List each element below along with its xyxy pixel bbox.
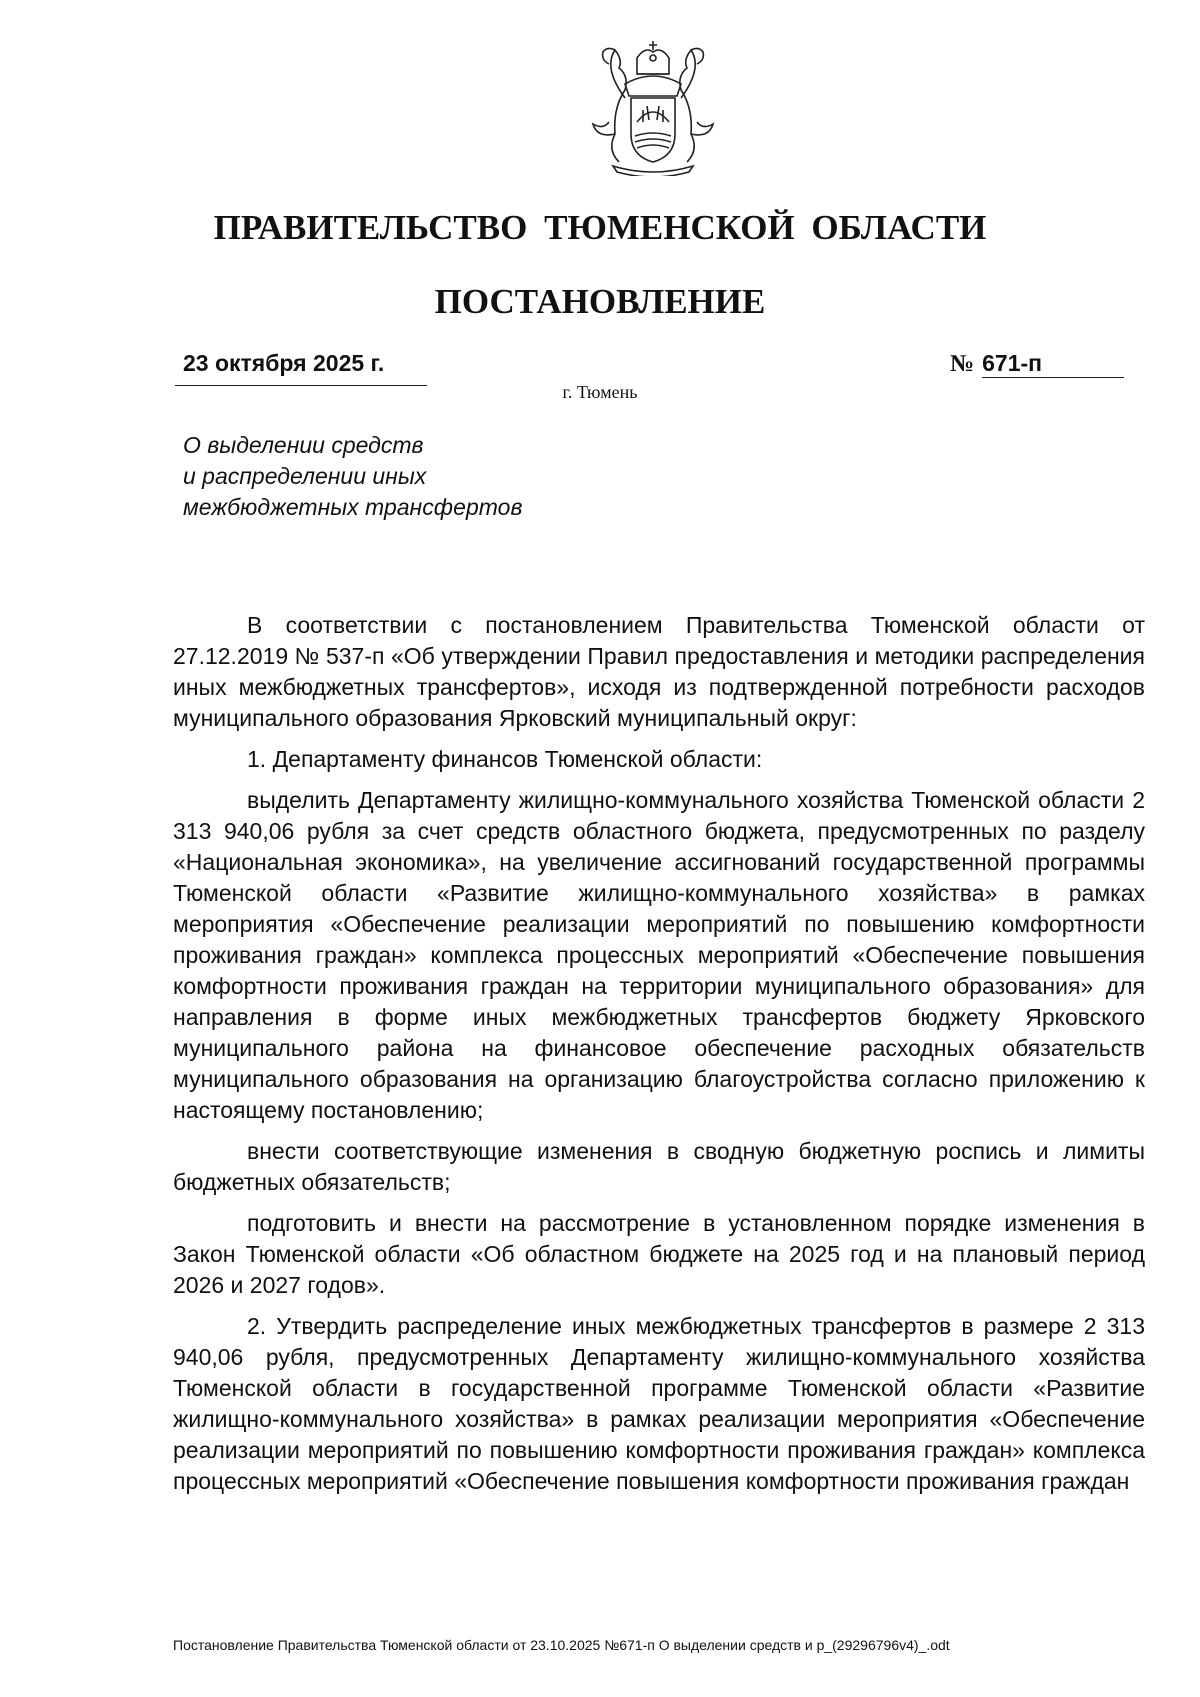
document-type: ПОСТАНОВЛЕНИЕ (434, 282, 766, 321)
body-paragraph: 2. Утвердить распределение иных межбюджетных трансфертов в размере 2 313 940,06 рубля, предусмотренных Департаменту жилищно-коммунального хозяйства Тюменской области в государственной программе Тюменской области «Развитие жилищно-коммунального хозяйства» в рамках реализации мероприятия «Обеспечение реализации мероприятий по повышению комфортности проживания граждан» комплекса процессных мероприятий «Обеспечение повышения комфортности проживания граждан (173, 1313, 1145, 1494)
body-paragraph: подготовить и внести на рассмотрение в установленном порядке изменения в Закон Тюменской области «Об областном бюджете на 2025 год и на плановый период 2026 и 2027 годов». (173, 1210, 1145, 1298)
government-title: ПРАВИТЕЛЬСТВО ТЮМЕНСКОЙ ОБЛАСТИ (213, 208, 987, 247)
subject-line: межбюджетных трансфертов (183, 494, 523, 520)
document-body (173, 610, 1145, 1507)
subject-line: О выделении средств (183, 432, 424, 458)
document-date (175, 350, 427, 386)
body-paragraph: В соответствии с постановлением Правительства Тюменской области от 27.12.2019 № 537-п «Об утверждении Правил предоставления и методики распределения иных межбюджетных трансфертов», исходя из подтвержденной потребности расходов муниципального образования Ярковский муниципальный округ: (173, 612, 1145, 731)
document-subject (183, 430, 522, 523)
document-city: г. Тюмень (562, 382, 638, 402)
body-paragraph: выделить Департаменту жилищно-коммунального хозяйства Тюменской области 2 313 940,06 рубля за счет средств областного бюджета, предусмотренных по разделу «Национальная экономика», на увеличение ассигнований государственной программы Тюменской области «Развитие жилищно-коммунального хозяйства» в рамках мероприятия «Обеспечение реализации мероприятий по повышению комфортности проживания граждан» комплекса процессных мероприятий «Обеспечение повышения комфортности проживания граждан на территории муниципального образования» для направления в форме иных межбюджетных трансфертов бюджету Ярковского муниципального района на финансовое обеспечение расходных обязательств муниципального образования на организацию благоустройства согласно приложению к настоящему постановлению; (173, 787, 1145, 1123)
subject-line: и распределении иных (183, 463, 427, 489)
document-number-value: 671-п (982, 350, 1124, 378)
body-paragraph: внести соответствующие изменения в сводную бюджетную роспись и лимиты бюджетных обязательств; (173, 1138, 1145, 1195)
body-paragraph: 1. Департаменту финансов Тюменской области: (247, 746, 763, 772)
document-date-value: 23 октября 2025 г. (183, 350, 385, 376)
document-number (950, 350, 1130, 385)
coat-of-arms-icon (585, 38, 721, 176)
document-footer: Постановление Правительства Тюменской области от 23.10.2025 №671-п О выделении средств и р_(29296796v4)_.odt (173, 1637, 950, 1653)
number-sign: № (950, 351, 975, 377)
